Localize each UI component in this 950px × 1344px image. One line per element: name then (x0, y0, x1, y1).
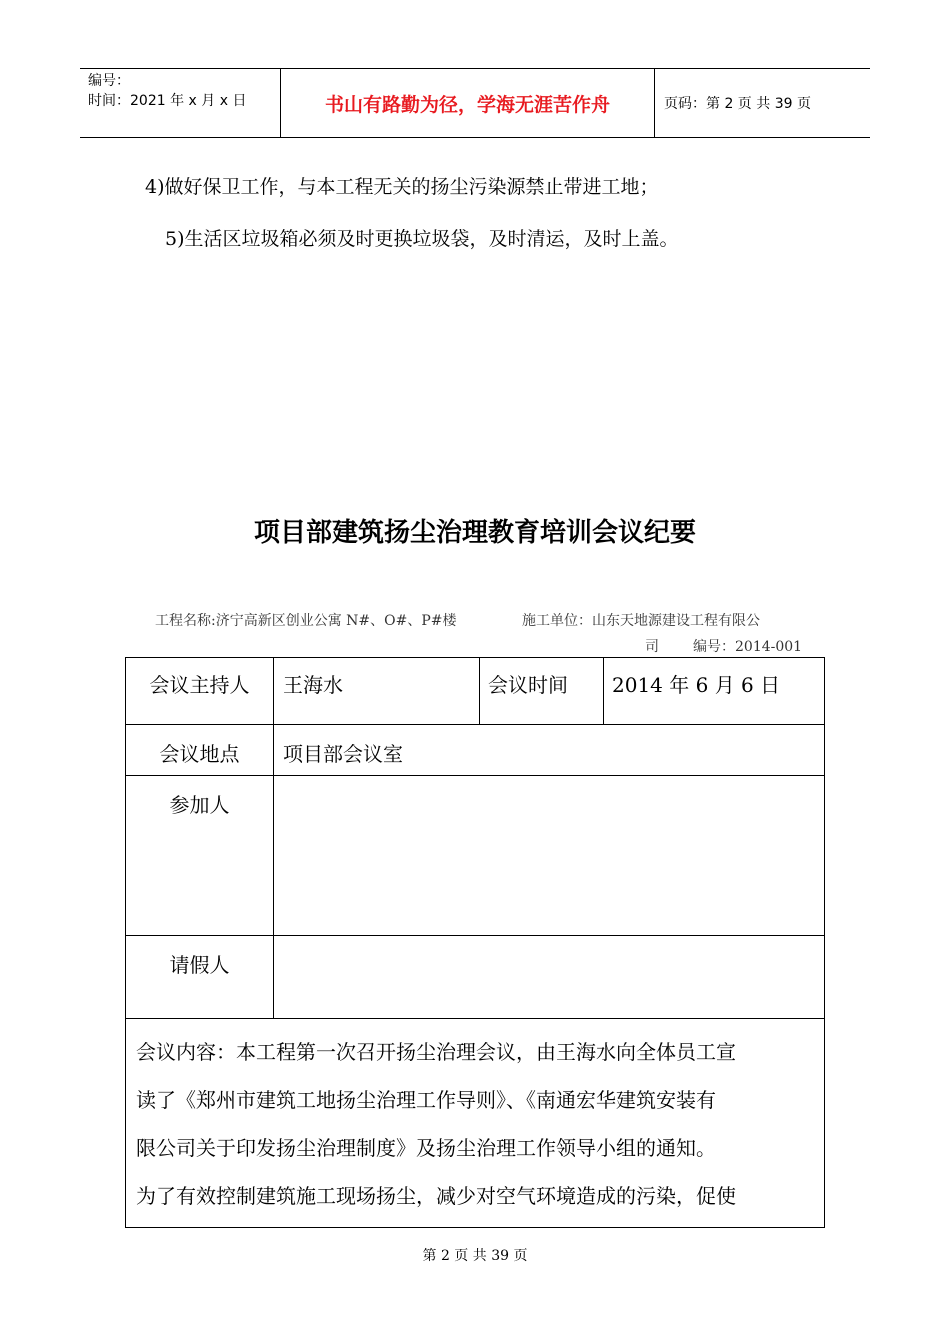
intro-item-4: 4)做好保卫工作，与本工程无关的扬尘污染源禁止带进工地； (145, 176, 659, 198)
meta-document-number: 编号：2014-001 (693, 639, 803, 655)
header-page-info: 页码：第 2 页 共 39 页 (664, 96, 811, 112)
header-time-label: 时间：2021 年 x 月 x 日 (88, 93, 247, 109)
host-value: 王海水 (283, 673, 343, 697)
header-info-cell (80, 69, 281, 137)
content-line: 限公司关于印发扬尘治理制度》及扬尘治理工作领导小组的通知。 (136, 1136, 716, 1160)
table-rule (273, 658, 274, 1018)
meeting-time-label: 会议时间 (488, 673, 568, 697)
page-footer: 第 2 页 共 39 页 (422, 1248, 528, 1264)
intro-item-5: 5)生活区垃圾箱必须及时更换垃圾袋，及时清运，及时上盖。 (165, 228, 679, 250)
table-rule (126, 1018, 824, 1019)
table-rule (126, 724, 824, 725)
content-line: 读了《郑州市建筑工地扬尘治理工作导则》、《南通宏华建筑安装有 (136, 1088, 716, 1112)
meta-project-name: 工程名称:济宁高新区创业公寓 N#、O#、P#楼 (155, 613, 457, 629)
meeting-content (136, 1028, 818, 1220)
content-line: 会议内容：本工程第一次召开扬尘治理会议，由王海水向全体员工宣 (136, 1040, 736, 1064)
header-number-label: 编号： (88, 73, 130, 89)
attendees-label: 参加人 (169, 793, 230, 817)
table-rule (126, 935, 824, 936)
meeting-time-value: 2014 年 6 月 6 日 (612, 673, 781, 697)
document-title: 项目部建筑扬尘治理教育培训会议纪要 (253, 518, 696, 548)
host-label: 会议主持人 (149, 673, 250, 697)
leave-label: 请假人 (169, 953, 230, 977)
page-header (80, 68, 870, 138)
place-label: 会议地点 (159, 742, 240, 766)
table-rule (479, 658, 480, 724)
table-rule (126, 775, 824, 776)
meta-contractor-cont: 司 (645, 639, 659, 655)
place-value: 项目部会议室 (283, 742, 403, 766)
table-rule (603, 658, 604, 724)
header-motto: 书山有路勤为径，学海无涯苦作舟 (281, 69, 655, 137)
meta-contractor: 施工单位：山东天地源建设工程有限公 (522, 613, 760, 629)
content-line: 为了有效控制建筑施工现场扬尘，减少对空气环境造成的污染，促使 (136, 1184, 736, 1208)
meeting-table (125, 657, 825, 1228)
